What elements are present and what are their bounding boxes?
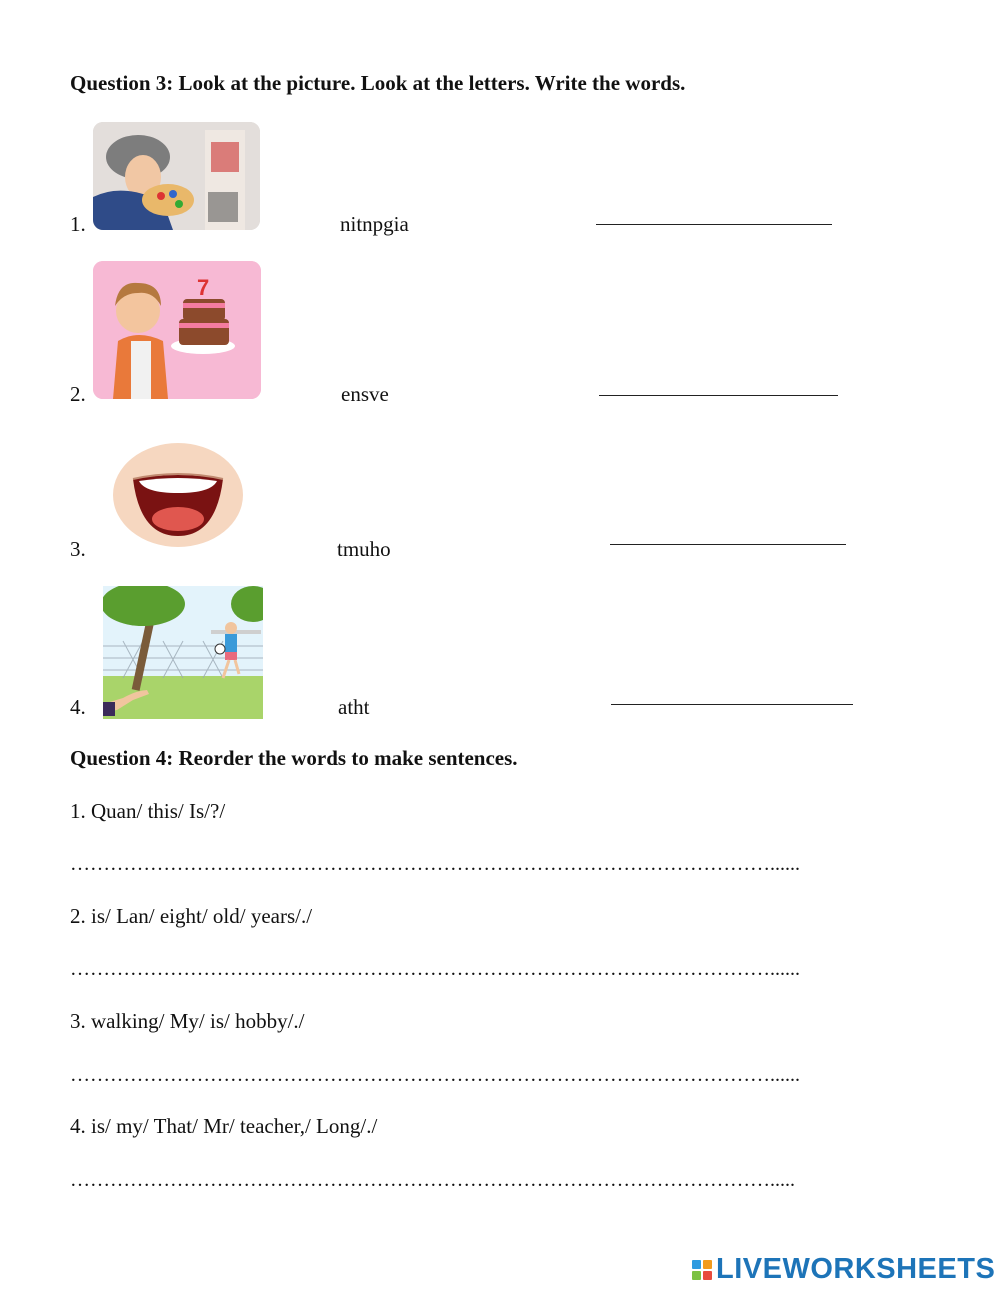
item-2-letters: ensve [341,382,389,406]
item-3-letters: tmuho [337,537,391,561]
liveworksheets-logo-icon [692,1260,712,1280]
sentence-4-prompt: 4. is/ my/ That/ Mr/ teacher,/ Long/./ [70,1114,378,1138]
item-3-answer-line[interactable] [610,544,846,545]
item-2-answer-line[interactable] [599,395,838,396]
boy-painting-picture [93,122,260,230]
sentence-2-answer-field[interactable]: ……………………………………………………………………………………………...... [70,958,800,980]
open-mouth-picture [111,441,245,549]
boy-playing-football-picture [103,586,263,719]
item-4-number: 4. [70,695,86,719]
sentence-1-prompt: 1. Quan/ this/ Is/?/ [70,799,226,823]
sentence-3-prompt: 3. walking/ My/ is/ hobby/./ [70,1009,305,1033]
liveworksheets-logo[interactable] [692,1253,995,1286]
boy-with-birthday-cake-picture [93,261,261,399]
item-1-answer-line[interactable] [596,224,832,225]
sentence-2-prompt: 2. is/ Lan/ eight/ old/ years/./ [70,904,313,928]
item-2-number: 2. [70,382,86,406]
item-3-number: 3. [70,537,86,561]
svg-text:7: 7 [197,275,210,300]
sentence-1-answer-field[interactable]: ……………………………………………………………………………………………...... [70,853,800,875]
sentence-4-answer-field[interactable]: …………………………………………………………………………………………….....​ [70,1169,795,1191]
question-3-heading: Question 3: Look at the picture. Look at the letters. Write the words. [70,71,686,95]
item-4-answer-line[interactable] [611,704,853,705]
question-4-heading: Question 4: Reorder the words to make sentences. [70,746,518,770]
item-1-number: 1. [70,212,86,236]
sentence-3-answer-field[interactable]: ……………………………………………………………………………………………...... [70,1064,800,1086]
logo-text: LIVEWORKSHEETS [716,1253,996,1285]
item-1-letters: nitnpgia [340,212,409,236]
item-4-letters: atht [338,695,370,719]
